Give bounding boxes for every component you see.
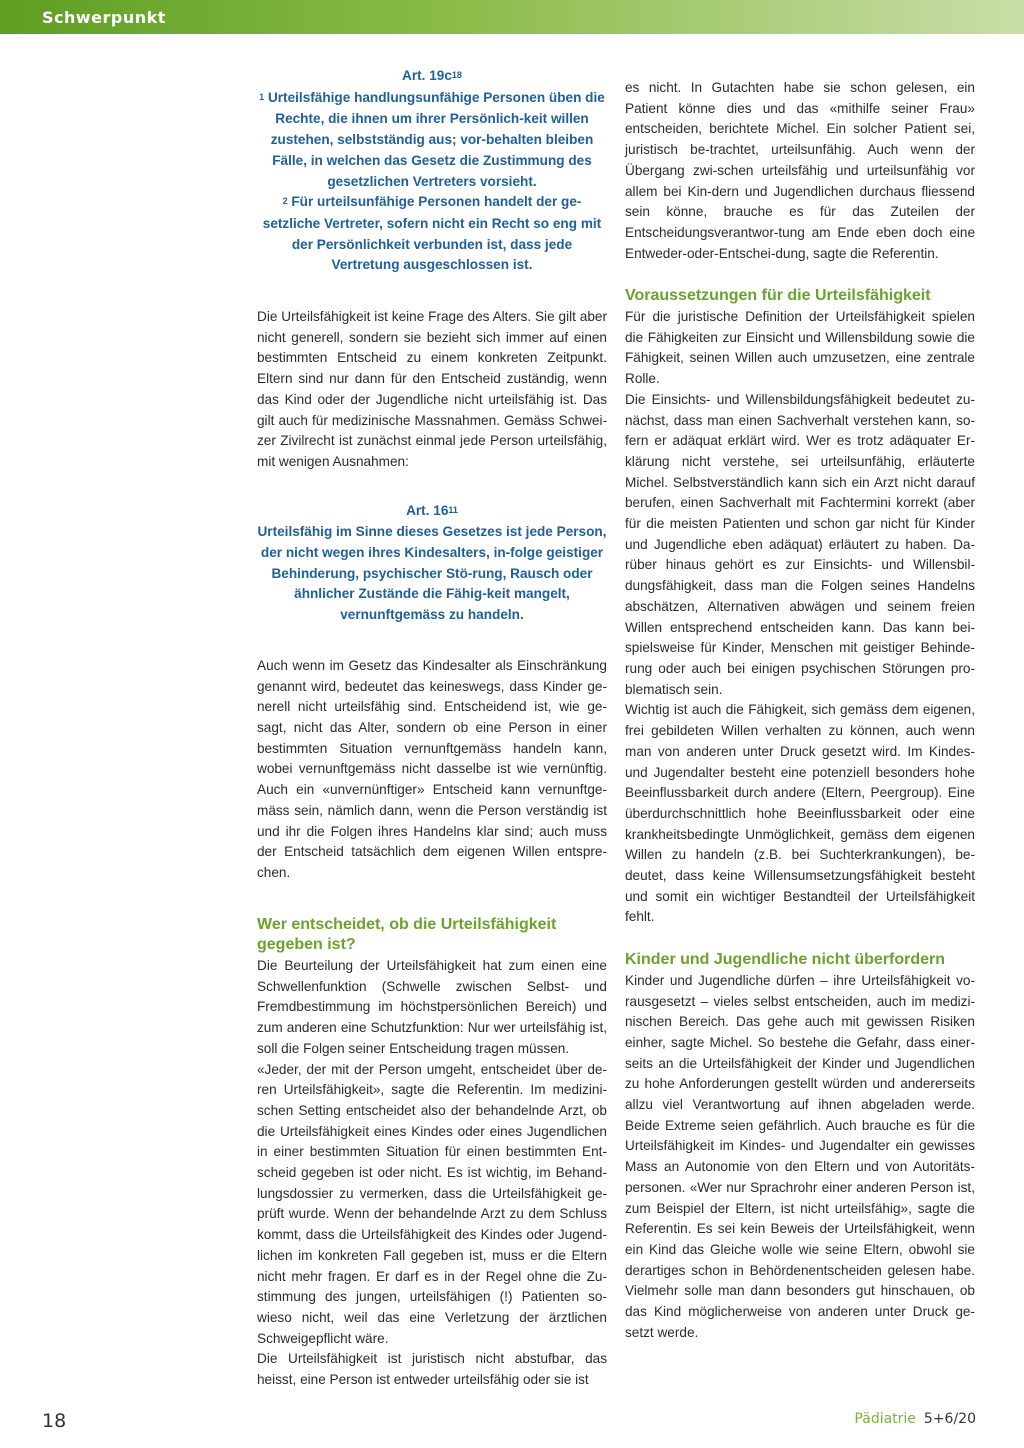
body-paragraph: Die Urteilsfähigkeit ist juristisch nicht abstufbar, das heisst, eine Person ist entweder urteilsfähig oder sie ist	[257, 1351, 607, 1388]
law-text: Urteilsfähig im Sinne dieses Gesetzes ist jede Person, der nicht wegen ihres Kindesalters, in-folge geistiger Behinderung, psychischer Stö-rung, Rausch oder ähnlicher Zustände die Fähig-keit mangelt, vernunftgemäss zu handeln.	[257, 524, 607, 623]
page-number: 18	[42, 1410, 67, 1432]
journal-footer	[854, 1411, 976, 1427]
body-paragraph: es nicht. In Gutachten habe sie schon gelesen, ein Patient könne dies und das «mithilfe seiner Frau» entscheiden, berichtete Michel. Ein solcher Patient sei, juristisch be-trachtet, urteilsunfähig. Auch wenn der Übergang zwi-schen urteilsfähig und urteilsunfähig vor allem bei Kin-dern und Jugendlichen durchaus fliessend sein könne, brauche es für das Zuteilen der Entscheidungsverantwor-tung am Ende eben doch eine Entweder-oder-Entschei-dung, sagte die Referentin.	[625, 80, 975, 261]
body-paragraph: Auch wenn im Gesetz das Kindesalter als Einschränkung genannt wird, bedeutet das keineswegs, dass Kinder ge-nerell nicht urteilsfähig sind. Entscheidend ist, wie ge-sagt, nicht das Alter, sondern ob eine Person in einer bestimmten Situation vernunftgemäss handeln kann, wobei vernunftgemäss nicht dasselbe ist wie vernünftig. Auch ein «unvernünftiger» Entscheid kann vernunftge-mäss sein, nämlich dann, wenn die Person verständig ist und ihr die Folgen ihres Handelns klar sind; auch muss der Entscheid tatsächlich dem eigenen Willen entspre-chen.	[257, 657, 607, 880]
body-paragraph: Wichtig ist auch die Fähigkeit, sich gemäss dem eigenen, frei gebildeten Willen verhalten zu können, auch wenn man von anderen unter Druck gesetzt wird. Im Kindes- und Jugendalter besteht eine potenziell besonders hohe Beeinflussbarkeit durch andere (Eltern, Peergroup). Eine überdurchschnittlich hohe Beeinflussbarkeit oder eine krankheitsbedingte Unmöglichkeit, gemäss dem eigenen Willen zu handeln (z.B. bei Suchterkrankungen), be-deutet, dass keine Willensumsetzungsfähigkeit besteht und somit ein wichtiger Bestandteil der Urteilsfähigkeit fehlt.	[625, 702, 975, 925]
law-quote-art-16	[257, 501, 607, 626]
section-header-bar	[0, 0, 1024, 34]
body-paragraph: «Jeder, der mit der Person umgeht, entscheidet über de-ren Urteilsfähigkeit», sagte die Referentin. Im medizini-schen Setting entscheidet also der behandelnde Arzt, ob die Urteilsfähigkeit eines Kindes oder eines Jugendlichen in einer bestimmten Situation für einen bestimmten Ent-scheid gegeben ist oder nicht. Es ist wichtig, im Behand-lungsdossier zu vermerken, dass die Urteilsfähigkeit ge-prüft wurde. Wenn der behandelnde Arzt zu dem Schluss kommt, dass die Urteilsfähigkeit des Kindes oder Jugend-lichen im konkreten Fall gegeben ist, muss er die Eltern nicht mehr fragen. Er darf es in der Regel ohne die Zu-stimmung des jungen, urteilsfähigen (!) Patienten so-wieso nicht, weil das eine Verletzung der ärztlichen Schweigepflicht wäre.	[257, 1061, 607, 1346]
body-paragraph: Kinder und Jugendliche dürfen – ihre Urteilsfähigkeit vo-rausgesetzt – vieles selbst entscheiden, auch im medizi-nischen Bereich. Das gehe auch mit gewissen Risiken einher, sagte Michel. So bestehe die Gefahr, dass einer-seits an die Urteilsfähigkeit der Kinder und Jugendlichen zu hohe Anforderungen gestellt würden und andererseits allzu viel Verantwortung auf ihnen abgeladen werde. Beide Extreme seien gefährlich. Auch brauche es für die Urteilsfähigkeit im Kindes- und Jugendalter ein gewisses Mass an Autonomie von den Eltern und von Autoritäts-personen. «Wer nur Sprachrohr einer anderen Person ist, zum Beispiel der Eltern, ist nicht urteilsfähig», sagte die Referentin. Es sei kein Beweis der Urteilsfähigkeit, wenn ein Kind das Gleiche wolle wie seine Eltern, obwohl sie derartiges schon in Behördenentscheiden gelesen habe. Vielmehr solle man dann besonders gut hinschauen, ob das Kind möglicherweise von anderen unter Druck ge-setzt werde.	[625, 972, 975, 1340]
body-paragraph: Die Urteilsfähigkeit ist keine Frage des Alters. Sie gilt aber nicht generell, sondern sie bezieht sich immer auf einen bestimmten Entscheid zu einem konkreten Zeitpunkt. Eltern sind nur dann für den Entscheid zuständig, wenn das Kind oder der Jugendliche nicht urteilsfähig ist. Das gilt auch für medizinische Massnahmen. Gemäss Schwei-zer Zivilrecht ist zunächst einmal jede Person urteilsfähig, mit wenigen Ausnahmen:	[257, 309, 607, 469]
footnote-ref: 11	[448, 504, 458, 515]
law-title: Art. $19c^{18}$	[402, 68, 462, 83]
footnote-ref: 18	[451, 70, 462, 80]
issue-number: 5+6/20	[923, 1411, 976, 1427]
section-label: Schwerpunkt	[42, 8, 166, 27]
body-paragraph: Die Einsichts- und Willensbildungsfähigkeit bedeutet zu-nächst, dass man einen Sachverhalt verstehen kann, so-fern er adäquat erklärt wird. Wer es trotz adäquater Er-klärung nicht verstehe, sei urteilsunfähig, erläuterte Michel. Selbstverständlich kann sich ein Arzt nicht darauf berufen, einen Sachverhalt mit Fachtermini korrekt (aber für die meisten Patienten und schon gar nicht für Kinder und Jugendliche eben adäquat) erläutert zu haben. Da-rüber hinaus gehört es zur Einsichts- und Willensbil-dungsfähigkeit, dass man die Folgen seines Handelns abschätzen, Alternativen abwägen und seinem freien Willen entsprechend entscheiden kann. Das kann bei-spielsweise für Kinder, Menschen mit geistiger Behinde-rung oder auch bei einigen psychischen Störungen pro-blematisch sein.	[625, 391, 975, 697]
law-paragraph-1: $^1$ Urteilsfähige handlungsunfähige Personen üben die Rechte, die ihnen um ihrer Persönlich-keit willen zustehen, selbstständig aus; vor-behalten bleiben Fälle, in welchen das Gesetz die Zustimmung des gesetzlichen Vertreters vorsieht.	[259, 89, 605, 189]
left-column	[257, 66, 607, 1391]
section-heading: Kinder und Jugendliche nicht überfordern	[625, 951, 946, 969]
section-heading: Wer entscheidet, ob die Urteilsfähigkeit gegeben ist?	[257, 915, 557, 954]
section-heading: Voraussetzungen für die Urteilsfähigkeit	[625, 287, 931, 305]
journal-name: Pädiatrie	[854, 1411, 916, 1427]
paragraph-number: 2	[282, 196, 288, 207]
law-paragraph-2: $^2$ Für urteilsunfähige Personen handelt der ge-setzliche Vertreter, sofern nicht ein Recht so eng mit der Persönlichkeit verbunden ist, dass jede Vertretung ausgeschlossen ist.	[262, 194, 602, 273]
body-paragraph: Für die juristische Definition der Urteilsfähigkeit spielen die Fähigkeiten zur Einsicht und Willensbildung sowie die Fähigkeit, seinen Willen auch umzusetzen, eine zentrale Rolle.	[625, 309, 975, 387]
law-quote-art-19c	[257, 66, 607, 276]
body-paragraph: Die Beurteilung der Urteilsfähigkeit hat zum einen eine Schwellenfunktion (Schwelle zwischen Selbst- und Fremdbestimmung im höchstpersönlichen Bereich) und zum anderen eine Schutzfunktion: Nur wer urteilsfähig ist, soll die Folgen seiner Entscheidung tragen müssen.	[257, 958, 607, 1056]
right-column	[625, 78, 975, 1343]
law-title: Art. $16^{11}$	[406, 502, 458, 518]
paragraph-number: 1	[259, 91, 265, 102]
